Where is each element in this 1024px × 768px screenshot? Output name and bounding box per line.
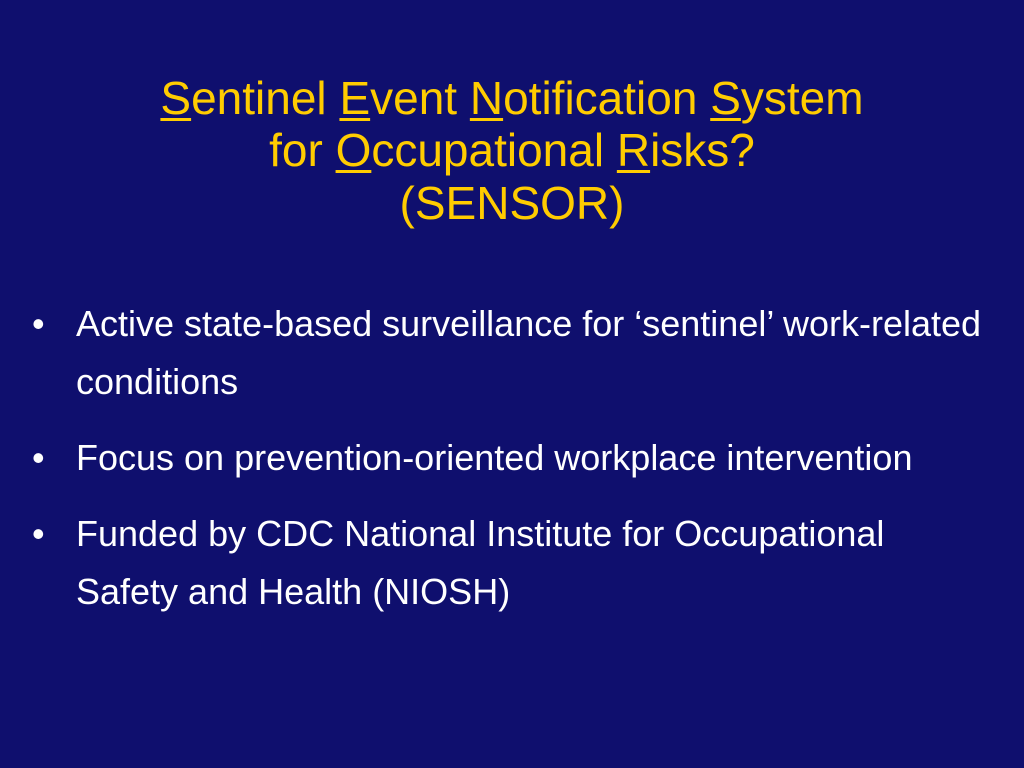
bullet-marker: • xyxy=(32,437,45,478)
title-word-rest: entinel xyxy=(191,72,340,124)
title-initial: E xyxy=(339,72,371,124)
bullet-item xyxy=(32,429,982,487)
title-initial: R xyxy=(616,124,651,177)
title-word-rest: vent xyxy=(370,72,470,124)
title-initial: N xyxy=(469,72,504,124)
title-initial: S xyxy=(160,72,192,124)
bullet-text: Focus on prevention-oriented workplace intervention xyxy=(76,437,913,478)
title-line-3: (SENSOR) xyxy=(399,176,625,229)
title-initial: S xyxy=(710,72,741,124)
title-word-rest: isks? xyxy=(650,124,755,177)
title-initial: O xyxy=(335,124,372,177)
bullet-item xyxy=(32,505,982,621)
bullet-marker: • xyxy=(32,513,45,554)
title-line-2 xyxy=(40,124,984,176)
title-line-1 xyxy=(40,72,984,124)
title-word-rest: otification xyxy=(503,72,711,124)
bullet-marker: • xyxy=(32,303,45,344)
title-word-rest: ccupational xyxy=(371,124,617,177)
title-word-rest: ystem xyxy=(740,72,864,124)
bullet-text: Funded by CDC National Institute for Occupational Safety and Health (NIOSH) xyxy=(76,513,885,612)
bullet-item xyxy=(32,295,982,411)
title-prefix: for xyxy=(269,124,336,177)
bullet-text: Active state-based surveillance for ‘sentinel’ work-related conditions xyxy=(76,303,982,402)
slide-title xyxy=(40,72,984,229)
bullet-list xyxy=(32,295,982,639)
